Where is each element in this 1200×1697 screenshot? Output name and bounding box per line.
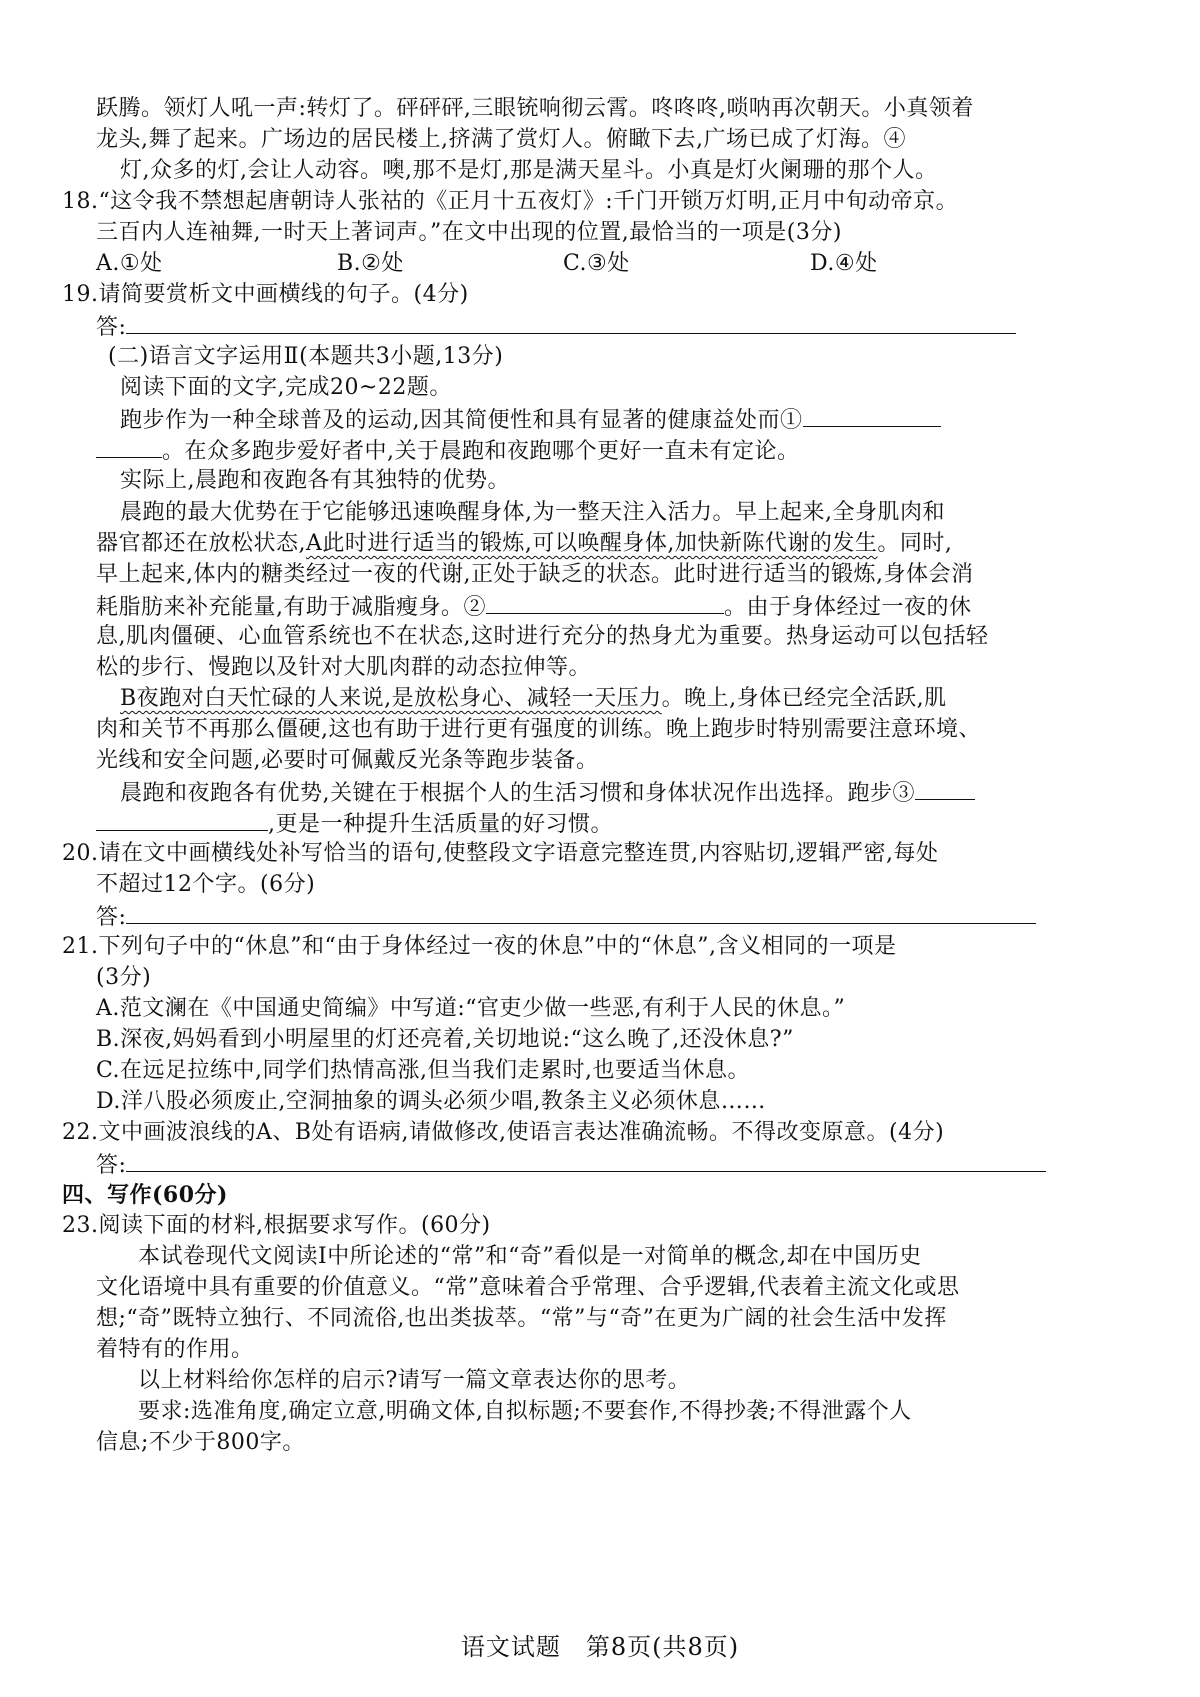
section-title: (二)语言文字运用Ⅱ(本题共3小题,13分) bbox=[108, 344, 504, 369]
fill-blank-3-cont bbox=[96, 806, 268, 831]
question-18-stem: 18.“这令我不禁想起唐朝诗人张祜的《正月十五夜灯》:千门开锁万灯明,正月中旬动帝京。 bbox=[62, 189, 959, 214]
option-c: C.③处 bbox=[563, 251, 630, 276]
question-19-stem: 19.请简要赏析文中画横线的句子。(4分) bbox=[62, 282, 469, 307]
passage-line: 跃腾。领灯人吼一声:转灯了。砰砰砰,三眼铳响彻云霄。咚咚咚,唢呐再次朝天。小真领着 bbox=[96, 96, 974, 121]
passage-line: 息,肌肉僵硬、心血管系统也不在状态,这时进行充分的热身尤为重要。热身运动可以包括轻 bbox=[96, 624, 989, 649]
answer-blank bbox=[126, 1147, 1046, 1172]
requirement-line: 信息;不少于800字。 bbox=[96, 1430, 305, 1455]
section-title: 四、写作(60分) bbox=[62, 1182, 228, 1208]
answer-blank bbox=[126, 309, 1016, 334]
question-21-stem: (3分) bbox=[96, 965, 152, 990]
passage-line bbox=[96, 589, 1200, 623]
requirement-line: 要求:选准角度,确定立意,明确文体,自拟标题;不要套作,不得抄袭;不得泄露个人 bbox=[138, 1399, 912, 1424]
option-a: A.①处 bbox=[96, 251, 163, 276]
question-18-stem: 三百内人连袖舞,一时天上著词声。”在文中出现的位置,最恰当的一项是(3分) bbox=[96, 220, 842, 245]
question-21-stem: 21.下列句子中的“休息”和“由于身体经过一夜的休息”中的“休息”,含义相同的一项是 bbox=[62, 934, 897, 959]
option-c: C.在远足拉练中,同学们热情高涨,但当我们走累时,也要适当休息。 bbox=[96, 1058, 751, 1083]
passage-text: 。在众多跑步爱好者中,关于晨跑和夜跑哪个更好一直未有定论。 bbox=[162, 439, 800, 464]
option-b: B.深夜,妈妈看到小明屋里的灯还亮着,关切地说:“这么晚了,还没休息?” bbox=[96, 1027, 794, 1052]
passage-line: 龙头,舞了起来。广场边的居民楼上,挤满了赏灯人。俯瞰下去,广场已成了灯海。④ bbox=[96, 127, 906, 152]
passage-line: 灯,众多的灯,会让人动容。噢,那不是灯,那是满天星斗。小真是灯火阑珊的那个人。 bbox=[120, 158, 938, 183]
answer-label: 答: bbox=[96, 1153, 127, 1178]
prompt-line: 以上材料给你怎样的启示?请写一篇文章表达你的思考。 bbox=[138, 1368, 691, 1393]
passage-text: 。同时, bbox=[877, 531, 953, 556]
passage-line: 肉和关节不再那么僵硬,这也有助于进行更有强度的训练。晚上跑步时特别需要注意环境、 bbox=[96, 717, 981, 742]
passage-line: 晨跑的最大优势在于它能够迅速唤醒身体,为一整天注入活力。早上起来,全身肌肉和 bbox=[120, 500, 945, 525]
answer-line-22 bbox=[96, 1147, 1200, 1181]
answer-label: 答: bbox=[96, 905, 127, 930]
passage-line bbox=[120, 402, 1200, 436]
passage-text: 晨跑和夜跑各有优势,关键在于根据个人的生活习惯和身体状况作出选择。跑步③ bbox=[120, 781, 915, 806]
passage-line: 光线和安全问题,必要时可佩戴反光条等跑步装备。 bbox=[96, 748, 599, 773]
answer-line-19 bbox=[96, 309, 1200, 343]
passage-text: 耗脂肪来补充能量,有助于减脂瘦身。② bbox=[96, 595, 486, 620]
option-a: A.范文澜在《中国通史简编》中写道:“官吏少做一些恶,有利于人民的休息。” bbox=[96, 996, 846, 1021]
question-23-stem: 23.阅读下面的材料,根据要求写作。(60分) bbox=[62, 1213, 491, 1238]
passage-line bbox=[120, 682, 1200, 716]
passage-text: 。晚上,身体已经完全活跃,肌 bbox=[661, 686, 947, 711]
answer-label: 答: bbox=[96, 315, 127, 340]
question-18-options bbox=[0, 247, 1200, 281]
passage-line bbox=[96, 806, 1200, 840]
passage-line: 早上起来,体内的糖类经过一夜的代谢,正处于缺乏的状态。此时进行适当的锻炼,身体会消 bbox=[96, 562, 974, 587]
material-line: 文化语境中具有重要的价值意义。“常”意味着合乎常理、合乎逻辑,代表着主流文化或思 bbox=[96, 1275, 960, 1300]
option-b: B.②处 bbox=[337, 251, 404, 276]
passage-line bbox=[96, 527, 1200, 561]
passage-text: 跑步作为一种全球普及的运动,因其简便性和具有显著的健康益处而① bbox=[120, 408, 803, 433]
reading-instruction: 阅读下面的文字,完成20~22题。 bbox=[120, 375, 452, 400]
fill-blank-1-cont bbox=[96, 433, 162, 458]
material-line: 想;“奇”既特立独行、不同流俗,也出类拔萃。“常”与“奇”在更为广阔的社会生活中发挥 bbox=[96, 1306, 947, 1331]
question-20-stem: 不超过12个字。(6分) bbox=[96, 872, 316, 897]
fill-blank-3 bbox=[915, 775, 975, 800]
answer-line-20 bbox=[96, 899, 1200, 933]
option-d: D.④处 bbox=[810, 251, 878, 276]
question-22-stem: 22.文中画波浪线的A、B处有语病,请做修改,使语言表达准确流畅。不得改变原意。(4分) bbox=[62, 1120, 945, 1145]
fill-blank-1 bbox=[803, 402, 941, 427]
passage-line bbox=[96, 433, 1200, 467]
passage-text: 。由于身体经过一夜的休 bbox=[724, 595, 972, 620]
fill-blank-2 bbox=[486, 589, 724, 614]
passage-line: 实际上,晨跑和夜跑各有其独特的优势。 bbox=[120, 468, 510, 493]
passage-text: 器官都还在放松状态, bbox=[96, 531, 306, 556]
wavy-sentence-a: A此时进行适当的锻炼,可以唤醒身体,加快新陈代谢的发生 bbox=[306, 531, 878, 556]
question-20-stem: 20.请在文中画横线处补写恰当的语句,使整段文字语意完整连贯,内容贴切,逻辑严密,每处 bbox=[62, 841, 939, 866]
answer-blank bbox=[126, 899, 1036, 924]
material-line: 着特有的作用。 bbox=[96, 1337, 254, 1362]
material-line: 本试卷现代文阅读Ⅰ中所论述的“常”和“奇”看似是一对简单的概念,却在中国历史 bbox=[138, 1244, 922, 1269]
wavy-sentence-b: B夜跑对白天忙碌的人来说,是放松身心、减轻一天压力 bbox=[120, 686, 662, 711]
page-footer: 语文试题 第8页(共8页) bbox=[460, 1633, 740, 1661]
option-d: D.洋八股必须废止,空洞抽象的调头必须少唱,教条主义必须休息…… bbox=[96, 1089, 766, 1114]
passage-text: ,更是一种提升生活质量的好习惯。 bbox=[268, 812, 613, 837]
passage-line bbox=[120, 775, 1200, 809]
passage-line: 松的步行、慢跑以及针对大肌肉群的动态拉伸等。 bbox=[96, 655, 592, 680]
